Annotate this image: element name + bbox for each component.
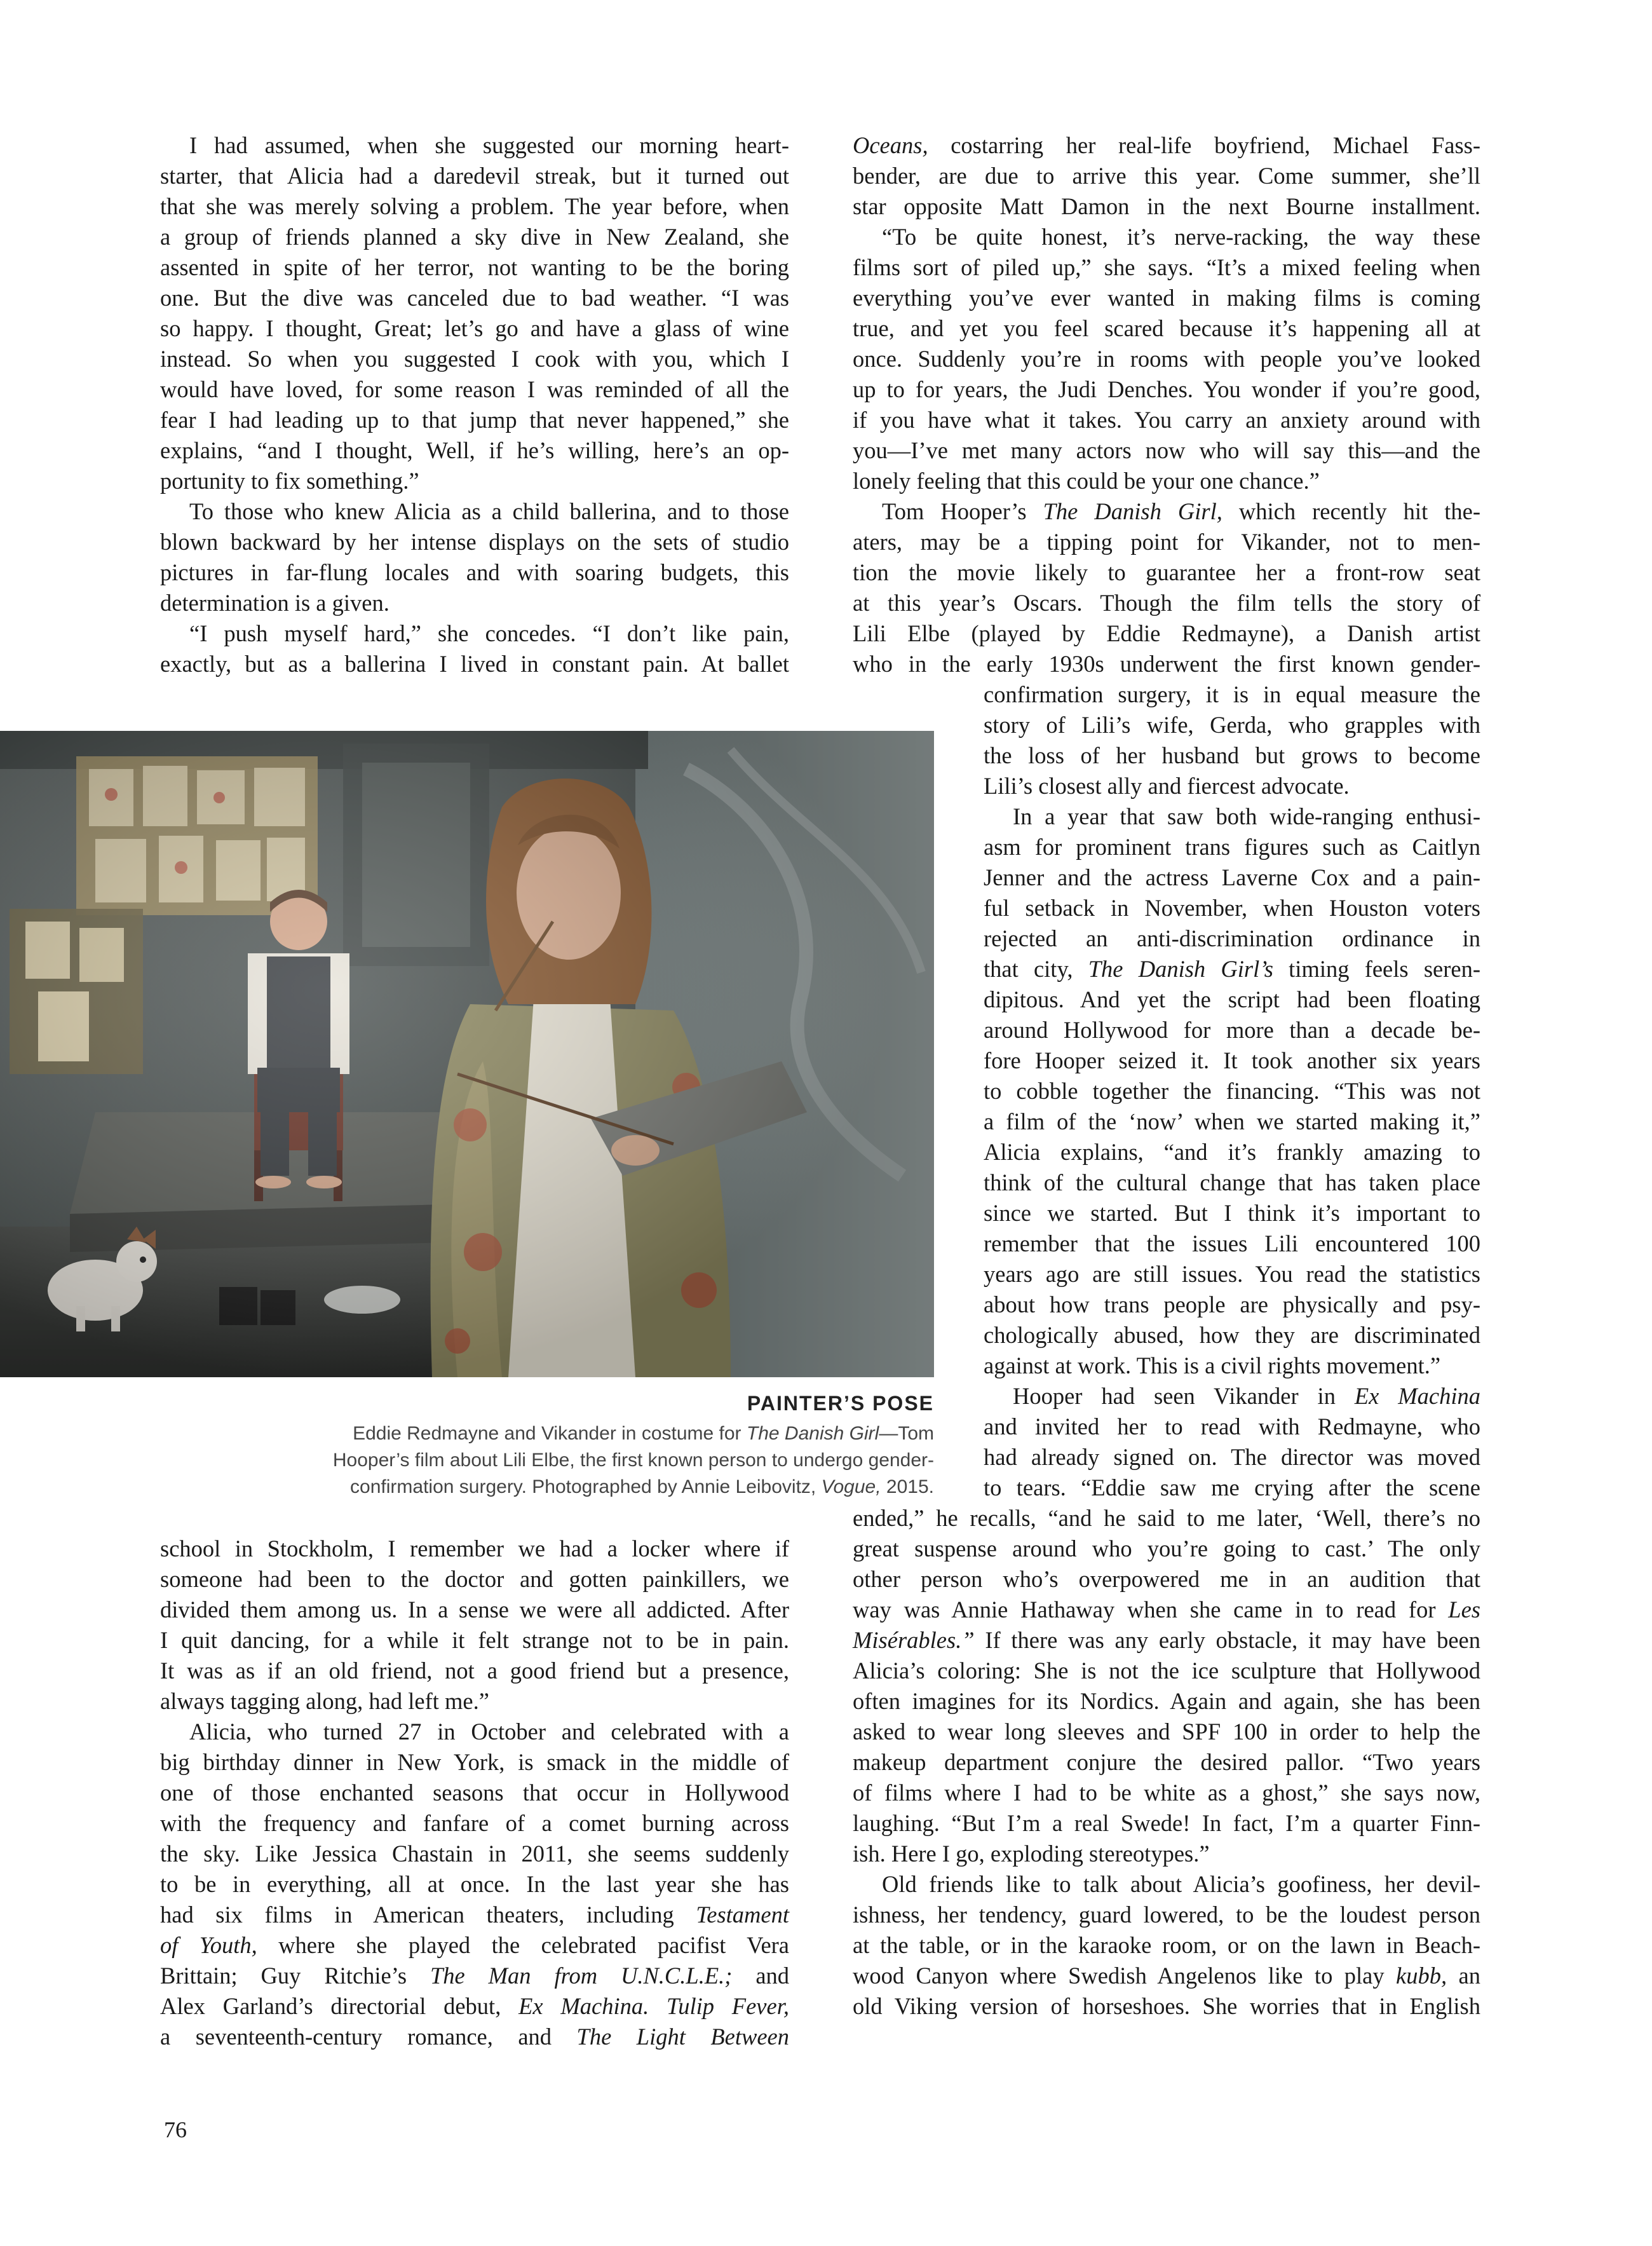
paragraph-line: lonely feeling that this could be your one chance.”: [853, 468, 1320, 494]
paragraph-line: with the frequency and fanfare of a comet burning across: [160, 1810, 789, 1836]
paragraph-line: starter, that Alicia had a daredevil streak, but it turned out: [160, 163, 789, 189]
paragraph-line: at this year’s Oscars. Though the film tells the story of: [853, 590, 1480, 616]
paragraph-line: divided them among us. In a sense we were all addicted. After: [160, 1596, 789, 1623]
text-run: wood Canyon where Swedish Angelenos like to play: [853, 1963, 1385, 1989]
paragraph-line: ful setback in November, when Houston voters: [984, 895, 1480, 921]
paragraph-line: the loss of her husband but grows to become: [984, 742, 1480, 768]
film-title: The Danish Girl: [746, 1423, 879, 1444]
paragraph-line: assented in spite of her terror, not wanting to be the boring: [160, 254, 789, 280]
text-run: Tom Hooper’s: [882, 498, 1027, 524]
paragraph-line: dipitous. And yet the script had been floating: [984, 986, 1480, 1012]
text-run: 2015.: [886, 1476, 934, 1497]
caption-line: Hooper’s film about Lili Elbe, the first known person to undergo gender-: [332, 1450, 934, 1471]
film-title: Ex Machina. Tulip Fever,: [518, 1993, 789, 2019]
paragraph-line: aters, may be a tipping point for Vikander, not to men-: [853, 529, 1480, 555]
film-title: Les: [1448, 1596, 1481, 1623]
paragraph-line: portunity to fix something.”: [160, 468, 419, 494]
paragraph-line: against at work. This is a civil rights movement.”: [984, 1352, 1441, 1378]
paragraph-line: Alicia explains, “and it’s frankly amazing to: [984, 1139, 1480, 1165]
paragraph-line: pictures in far-flung locales and with soaring budgets, this: [160, 559, 789, 585]
paragraph-line: rejected an anti-discrimination ordinance in: [984, 925, 1480, 951]
paragraph-line: It was as if an old friend, not a good friend but a presence,: [160, 1657, 789, 1684]
paragraph-line: fear I had leading up to that jump that never happened,” she: [160, 407, 789, 433]
paragraph-line: I had assumed, when she suggested our morning heart-: [189, 132, 789, 158]
paragraph-line: Lili’s closest ally and fiercest advocate.: [984, 773, 1350, 799]
paragraph-line: everything you’ve ever wanted in making films is coming: [853, 285, 1480, 311]
paragraph-line: [160, 2022, 789, 2052]
paragraph-line: ended,” he recalls, “and he said to me later, ‘Well, there’s no: [853, 1505, 1480, 1531]
text-run: —Tom: [879, 1423, 934, 1444]
text-run: Hooper had seen Vikander in: [1013, 1383, 1336, 1409]
text-run: where she played the celebrated pacifist Vera: [278, 1932, 789, 1958]
text-run: timing feels seren-: [1289, 956, 1481, 982]
paragraph-line: [853, 1625, 1480, 1656]
paragraph-line: one of those enchanted seasons that occur in Hollywood: [160, 1780, 789, 1806]
text-run: an: [1458, 1963, 1480, 1989]
paragraph-line: often imagines for its Nordics. Again and again, she has been: [853, 1688, 1480, 1714]
text-run: confirmation surgery. Photographed by Annie Leibovitz,: [350, 1476, 816, 1497]
film-title: of Youth,: [160, 1932, 257, 1958]
paragraph-line: makeup department conjure the desired pallor. “Two years: [853, 1749, 1480, 1775]
text-run: If there was any early obstacle, it may have been: [985, 1627, 1481, 1653]
caption-title: PAINTER’S POSE: [747, 1392, 934, 1415]
caption-line: [353, 1420, 934, 1447]
film-title: The Man from U.N.C.L.E.;: [430, 1963, 733, 1989]
game-name: kubb,: [1396, 1963, 1447, 1989]
film-title: The Light Between: [576, 2024, 790, 2050]
paragraph-line: To those who knew Alicia as a child ballerina, and to those: [189, 498, 789, 524]
paragraph-line: around Hollywood for more than a decade be-: [984, 1017, 1480, 1043]
paragraph-line: years ago are still issues. You read the statistics: [984, 1261, 1480, 1287]
text-run: that city,: [984, 956, 1073, 982]
paragraph-line: blown backward by her intense displays on the sets of studio: [160, 529, 789, 555]
paragraph-line: [160, 1991, 789, 2022]
paragraph-line: determination is a given.: [160, 590, 389, 616]
paragraph-line: star opposite Matt Damon in the next Bourne installment.: [853, 193, 1480, 219]
text-run: which recently hit the-: [1238, 498, 1480, 524]
paragraph-line: explains, “and I thought, Well, if he’s willing, here’s an op-: [160, 437, 789, 463]
paragraph-line: exactly, but as a ballerina I lived in constant pain. At ballet: [160, 651, 789, 677]
paragraph-line: confirmation surgery, it is in equal measure the: [984, 681, 1480, 707]
film-title: The Danish Girl,: [1043, 498, 1222, 524]
text-run: had six films in American theaters, including: [160, 1902, 674, 1928]
paragraph-line: at the table, or in the karaoke room, or on the lawn in Beach-: [853, 1932, 1480, 1958]
paragraph-line: one. But the dive was canceled due to bad weather. “I was: [160, 285, 789, 311]
paragraph-line: old Viking version of horseshoes. She worries that in English: [853, 1993, 1480, 2019]
paragraph-line: about how trans people are physically and psy-: [984, 1291, 1480, 1317]
paragraph-line: remember that the issues Lili encountered 100: [984, 1230, 1480, 1256]
paragraph-line: asked to wear long sleeves and SPF 100 in order to help the: [853, 1719, 1480, 1745]
paragraph-line: who in the early 1930s underwent the first known gender-: [853, 651, 1480, 677]
paragraph-line: great suspense around who you’re going to cast.’ The only: [853, 1535, 1480, 1562]
paragraph-line: think of the cultural change that has taken place: [984, 1169, 1480, 1195]
paragraph-line: the sky. Like Jessica Chastain in 2011, she seems suddenly: [160, 1841, 789, 1867]
paragraph-line: [160, 1900, 789, 1930]
paragraph-line: Old friends like to talk about Alicia’s goofiness, her devil-: [882, 1871, 1480, 1897]
paragraph-line: “I push myself hard,” she concedes. “I don’t like pain,: [189, 620, 789, 646]
paragraph-line: to cobble together the financing. “This was not: [984, 1078, 1480, 1104]
paragraph-line: had already signed on. The director was moved: [984, 1444, 1480, 1470]
paragraph-line: [984, 1381, 1480, 1412]
paragraph-line: [160, 1961, 789, 1991]
paragraph-line: up to for years, the Judi Denches. You wonder if you’re good,: [853, 376, 1480, 402]
paragraph-line: ishness, her tendency, guard lowered, to be the loudest person: [853, 1902, 1480, 1928]
paragraph-line: [853, 1961, 1480, 1991]
paragraph-line: other person who’s overpowered me in an audition that: [853, 1566, 1480, 1592]
paragraph-line: Alicia, who turned 27 in October and celebrated with a: [189, 1719, 789, 1745]
paragraph-line: laughing. “But I’m a real Swede! In fact, I’m a quarter Finn-: [853, 1810, 1480, 1836]
paragraph-line: of films where I had to be white as a ghost,” she says now,: [853, 1780, 1480, 1806]
film-title: Testament: [696, 1902, 790, 1928]
paragraph-line: so happy. I thought, Great; let’s go and have a glass of wine: [160, 315, 789, 341]
text-run: Brittain; Guy Ritchie’s: [160, 1963, 407, 1989]
paragraph-line: [984, 954, 1480, 984]
paragraph-line: once. Suddenly you’re in rooms with people you’ve looked: [853, 346, 1480, 372]
caption-line: [350, 1474, 934, 1501]
photo-illustration: [0, 731, 934, 1377]
paragraph-line: [853, 1595, 1480, 1625]
paragraph-line: always tagging along, had left me.”: [160, 1688, 489, 1714]
text-run: Eddie Redmayne and Vikander in costume for: [353, 1423, 741, 1444]
paragraph-line: instead. So when you suggested I cook with you, which I: [160, 346, 789, 372]
paragraph-line: [160, 1930, 789, 1961]
feature-photo: [0, 731, 934, 1377]
text-run: and: [755, 1963, 790, 1989]
paragraph-line: Lili Elbe (played by Eddie Redmayne), a Danish artist: [853, 620, 1480, 646]
paragraph-line: true, and yet you feel scared because it’s happening all at: [853, 315, 1480, 341]
paragraph-line: Alicia’s coloring: She is not the ice sculpture that Hollywood: [853, 1657, 1480, 1684]
text-run: way was Annie Hathaway when she came in to read for: [853, 1596, 1436, 1623]
magazine-name: Vogue,: [821, 1476, 881, 1497]
film-title: Misérables.”: [853, 1627, 975, 1653]
text-run: Alex Garland’s directorial debut,: [160, 1993, 501, 2019]
paragraph-line: I quit dancing, for a while it felt strange not to be in pain.: [160, 1627, 789, 1653]
paragraph-line: and invited her to read with Redmayne, who: [984, 1413, 1480, 1439]
paragraph-line: tion the movie likely to guarantee her a front-row seat: [853, 559, 1480, 585]
paragraph-line: [853, 130, 1480, 161]
text-run: costarring her real-life boyfriend, Michael Fass-: [951, 132, 1481, 158]
paragraph-line: since we started. But I think it’s important to: [984, 1200, 1480, 1226]
paragraph-line: a film of the ‘now’ when we started making it,”: [984, 1108, 1480, 1134]
paragraph-line: asm for prominent trans figures such as Caitlyn: [984, 834, 1480, 860]
paragraph-line: bender, are due to arrive this year. Come summer, she’ll: [853, 163, 1480, 189]
paragraph-line: fore Hooper seized it. It took another six years: [984, 1047, 1480, 1073]
paragraph-line: to tears. “Eddie saw me crying after the scene: [984, 1474, 1480, 1501]
paragraph-line: you—I’ve met many actors now who will say this—and the: [853, 437, 1480, 463]
paragraph-line: that she was merely solving a problem. The year before, when: [160, 193, 789, 219]
paragraph-line: Jenner and the actress Laverne Cox and a pain-: [984, 864, 1480, 890]
paragraph-line: chologically abused, how they are discriminated: [984, 1322, 1480, 1348]
film-title: The Danish Girl’s: [1088, 956, 1273, 982]
paragraph-line: if you have what it takes. You carry an anxiety around with: [853, 407, 1480, 433]
paragraph-line: to be in everything, all at once. In the last year she has: [160, 1871, 789, 1897]
paragraph-line: big birthday dinner in New York, is smack in the middle of: [160, 1749, 789, 1775]
paragraph-line: someone had been to the doctor and gotten painkillers, we: [160, 1566, 789, 1592]
paragraph-line: ish. Here I go, exploding stereotypes.”: [853, 1841, 1210, 1867]
text-run: a seventeenth-century romance, and: [160, 2024, 552, 2050]
paragraph-line: films sort of piled up,” she says. “It’s a mixed feeling when: [853, 254, 1480, 280]
film-title: Oceans,: [853, 132, 928, 158]
paragraph-line: story of Lili’s wife, Gerda, who grapples with: [984, 712, 1480, 738]
film-title: Ex Machina: [1354, 1383, 1480, 1409]
paragraph-line: [853, 496, 1480, 527]
paragraph-line: “To be quite honest, it’s nerve-racking, the way these: [882, 224, 1480, 250]
paragraph-line: In a year that saw both wide-ranging enthusi-: [1013, 803, 1480, 829]
page-number: 76: [164, 2117, 187, 2142]
paragraph-line: school in Stockholm, I remember we had a locker where if: [160, 1535, 789, 1562]
paragraph-line: a group of friends planned a sky dive in New Zealand, she: [160, 224, 789, 250]
paragraph-line: would have loved, for some reason I was reminded of all the: [160, 376, 789, 402]
